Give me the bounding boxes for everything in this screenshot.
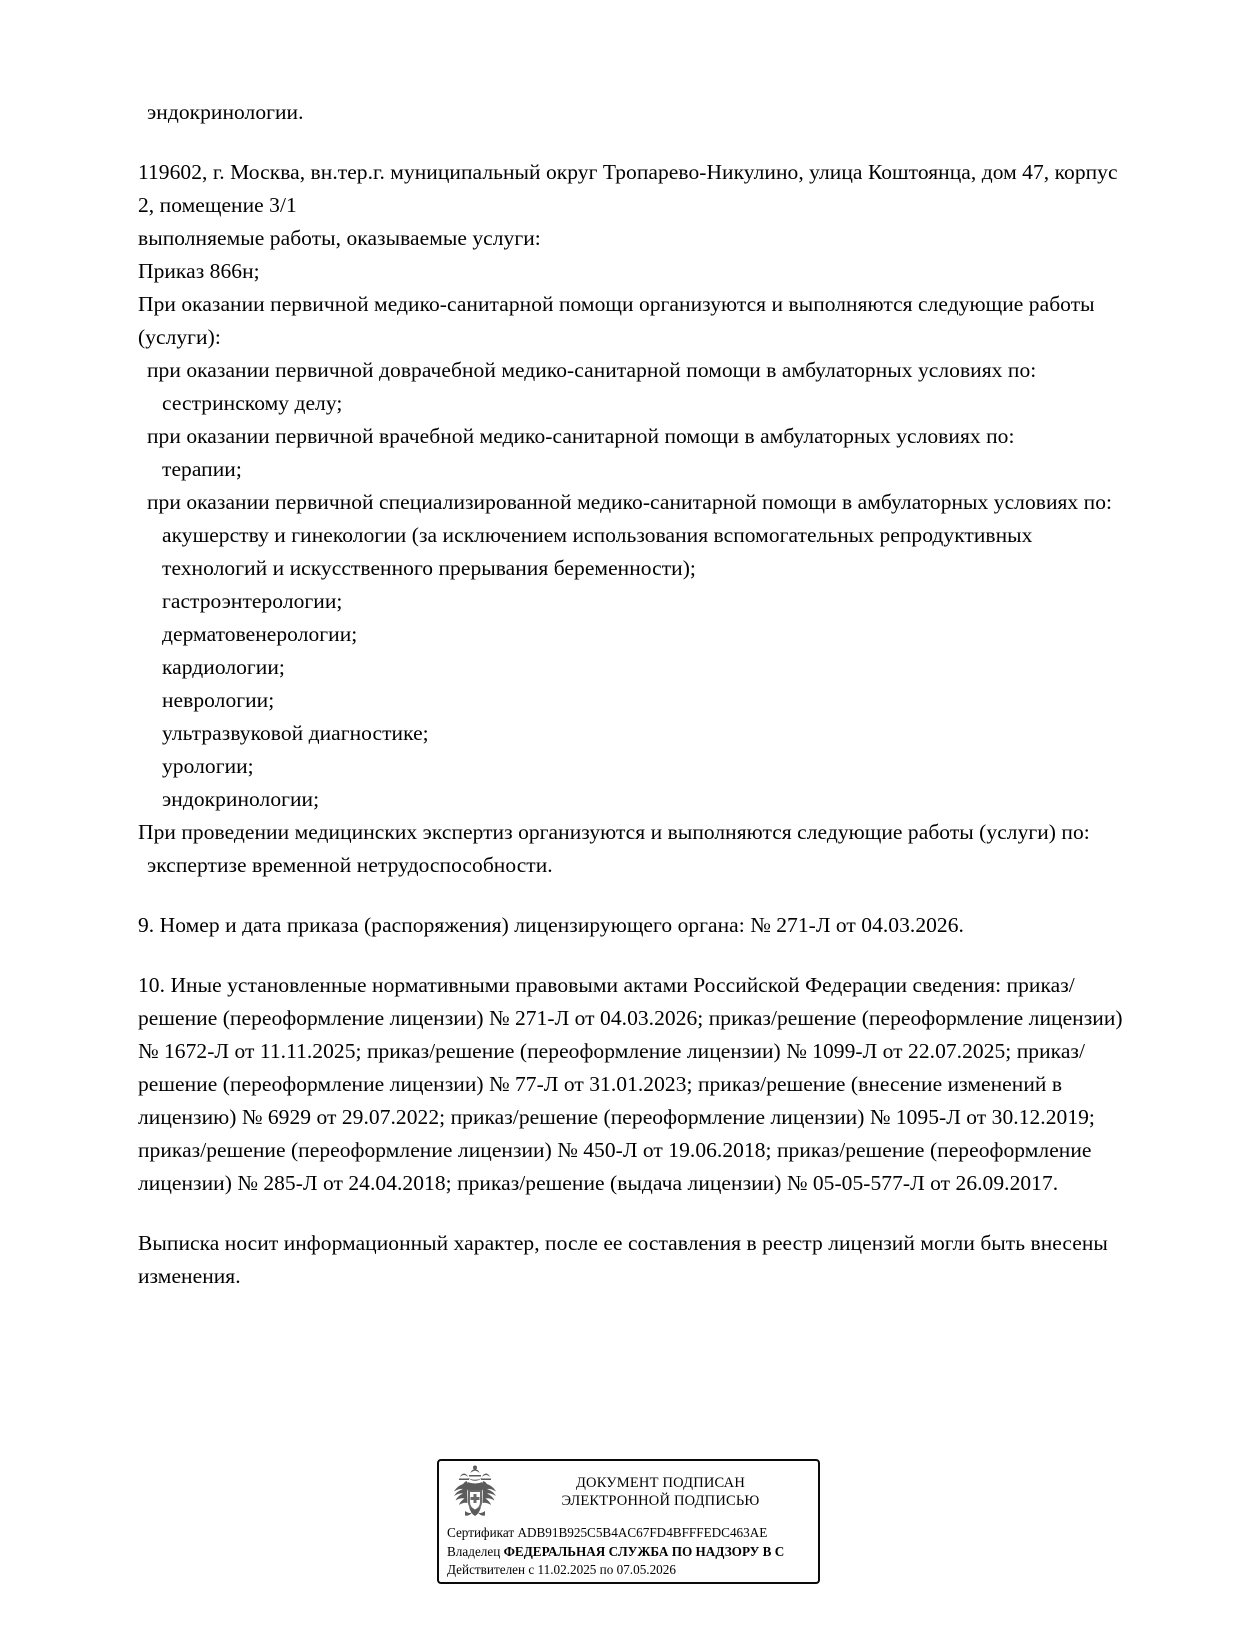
p-physician-care: при оказании первичной врачебной медико-санитарной помощи в амбулаторных условиях по: (147, 424, 1015, 448)
p-temporary-disability: экспертизе временной нетрудоспособности. (147, 853, 553, 877)
document-text-body (138, 96, 1138, 1293)
paragraph-spacer (138, 1200, 1138, 1227)
stamp-owner-line (447, 1543, 818, 1562)
stamp-title (507, 1474, 818, 1510)
p-works-services-heading: выполняемые работы, оказываемые услуги: (138, 226, 541, 250)
p-neurology: неврологии; (162, 688, 275, 712)
paragraph-spacer (138, 129, 1138, 156)
stamp-certificate-label: Сертификат (447, 1525, 515, 1540)
p-prehospital-care: при оказании первичной доврачебной медико-санитарной помощи в амбулаторных условиях по: (147, 358, 1037, 382)
p-order-866n: Приказ 866н; (138, 259, 260, 283)
p-item-9: 9. Номер и дата приказа (распоряжения) лицензирующего органа: № 271-Л от 04.03.2026. (138, 913, 964, 937)
p-nursing: сестринскому делу; (162, 391, 343, 415)
p-primary-care-intro: При оказании первичной медико-санитарной помощи организуются и выполняются следующие работы (услуги): (138, 292, 1101, 349)
stamp-details (439, 1523, 818, 1580)
p-obstetrics: акушерству и гинекологии (за исключением использования вспомогательных репродуктивных технологий и искусственного прерывания беременности); (162, 523, 1038, 580)
p-expertise-intro: При проведении медицинских экспертиз организуются и выполняются следующие работы (услуги) по: (138, 820, 1090, 844)
stamp-validity-line: Действителен с 11.02.2025 по 07.05.2026 (447, 1562, 676, 1577)
p-item-10: 10. Иные установленные нормативными правовыми актами Российской Федерации сведения: приказ/решение (переоформление лицензии) № 271-Л от 04.03.2026; приказ/решение (переоформление лицензии) № 1672-Л от 11.11.2025; приказ/решение (переоформление лицензии) № 1099-Л от 22.07.2025; приказ/решение (переоформление лицензии) № 77-Л от 31.01.2023; приказ/решение (внесение изменений в лицензию) № 6929 от 29.07.2022; приказ/решение (переоформление лицензии) № 1095-Л от 30.12.2019; приказ/решение (переоформление лицензии) № 450-Л от 19.06.2018; приказ/решение (переоформление лицензии) № 285-Л от 24.04.2018; приказ/решение (выдача лицензии) № 05-05-577-Л от 26.09.2017. (138, 973, 1129, 1195)
stamp-title-line-2: ЭЛЕКТРОННОЙ ПОДПИСЬЮ (561, 1493, 760, 1509)
paragraph-spacer (138, 942, 1138, 969)
electronic-signature-stamp (437, 1459, 820, 1584)
p-dermatovenerology: дерматовенерологии; (162, 622, 358, 646)
stamp-title-line-1: ДОКУМЕНТ ПОДПИСАН (575, 1475, 746, 1491)
p-endocrinology: эндокринологии; (162, 787, 320, 811)
p-address: 119602, г. Москва, вн.тер.г. муниципальный округ Тропарево-Никулино, улица Коштоянца, дом 47, корпус 2, помещение 3/1 (138, 160, 1124, 217)
p-disclaimer: Выписка носит информационный характер, после ее составления в реестр лицензий могли быть внесены изменения. (138, 1231, 1114, 1288)
p-cardiology: кардиологии; (162, 655, 285, 679)
p-endocrinology-trailing: эндокринологии. (147, 100, 304, 124)
p-therapy: терапии; (162, 457, 242, 481)
stamp-header (439, 1461, 818, 1523)
p-urology: урологии; (162, 754, 254, 778)
stamp-certificate-value: ADB91B925C5B4AC67FD4BFFFEDC463AE (517, 1525, 768, 1540)
stamp-owner-value: ФЕДЕРАЛЬНАЯ СЛУЖБА ПО НАДЗОРУ В С (503, 1543, 785, 1559)
stamp-certificate-line (447, 1524, 818, 1543)
p-specialized-care: при оказании первичной специализированной медико-санитарной помощи в амбулаторных условиях по: (147, 490, 1113, 514)
p-ultrasound: ультразвуковой диагностике; (162, 721, 429, 745)
paragraph-spacer (138, 882, 1138, 909)
stamp-owner-label: Владелец (447, 1543, 501, 1559)
p-gastroenterology: гастроэнтерологии; (162, 589, 343, 613)
russian-double-headed-eagle-emblem (445, 1463, 505, 1521)
